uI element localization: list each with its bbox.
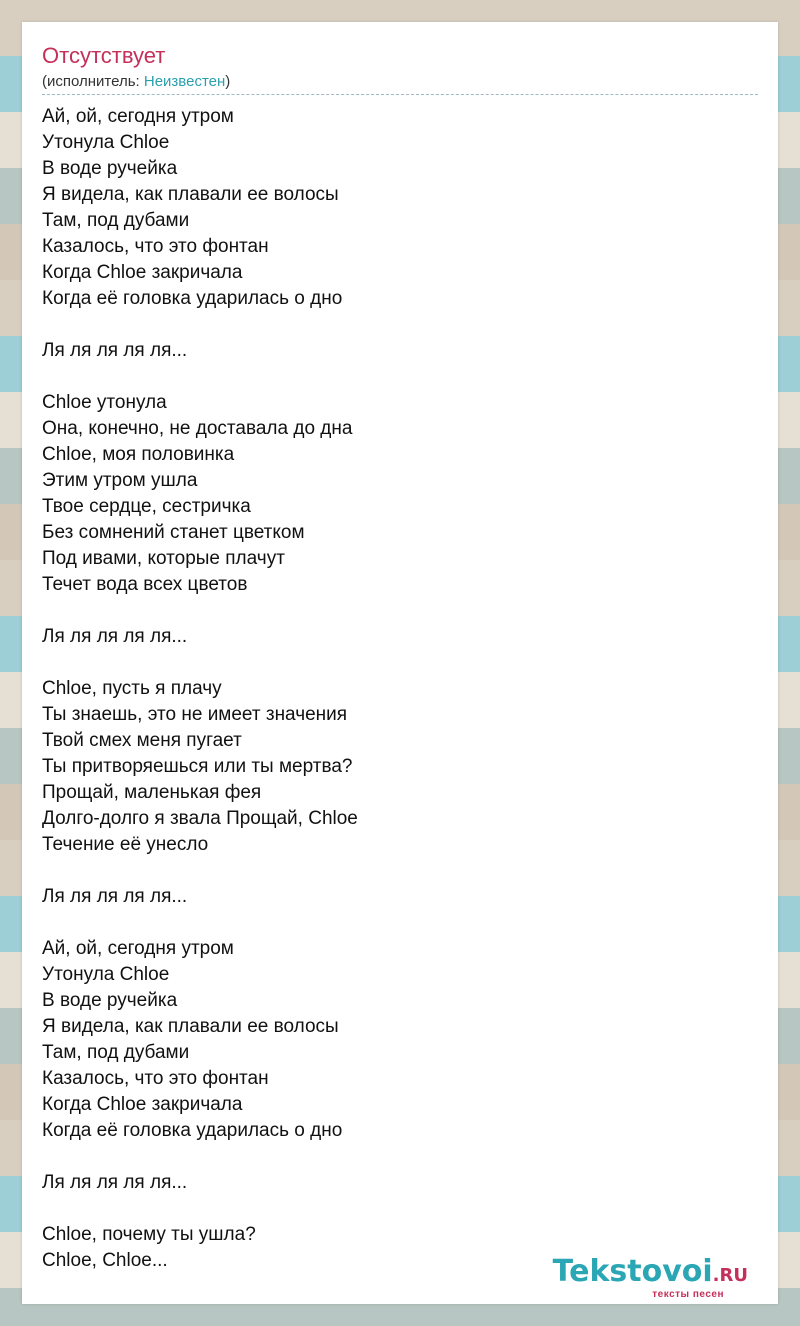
lyric-line: Ля ля ля ля ля... [42, 1172, 188, 1193]
lyric-line: Твой смех меня пугает [42, 730, 242, 751]
lyric-line: Ай, ой, сегодня утром [42, 938, 234, 959]
song-title: Отсутствует [42, 43, 166, 68]
blank-line [42, 312, 758, 338]
lyric-line: Прощай, маленькая фея [42, 782, 262, 803]
lyric-line: Когда её головка ударилась о дно [42, 288, 343, 309]
lyric-line: Течение её унесло [42, 834, 209, 855]
lyric-line: Утонула Chloe [42, 132, 170, 153]
lyric-line: Когда её головка ударилась о дно [42, 1120, 343, 1141]
blank-line [42, 1144, 758, 1170]
lyric-line: Этим утром ушла [42, 470, 198, 491]
lyric-line: Твое сердце, сестричка [42, 496, 251, 517]
lyric-line: Chloe, пусть я плачу [42, 678, 222, 699]
artist-line [42, 72, 758, 95]
lyric-line: Chloe утонула [42, 392, 167, 413]
artist-suffix: ) [225, 73, 231, 90]
lyric-line: Казалось, что это фонтан [42, 1068, 269, 1089]
blank-line [42, 598, 758, 624]
lyric-line: Chloe, почему ты ушла? [42, 1224, 256, 1245]
lyric-line: В воде ручейка [42, 158, 178, 179]
lyric-line: Ля ля ля ля ля... [42, 340, 188, 361]
lyric-line: Chloe, Chloe... [42, 1250, 168, 1271]
lyric-line: В воде ручейка [42, 990, 178, 1011]
blank-line [42, 1196, 758, 1222]
lyric-line: Я видела, как плавали ее волосы [42, 1016, 339, 1037]
artist-link[interactable]: Неизвестен [143, 73, 226, 90]
lyric-line: Ты притворяешься или ты мертва? [42, 756, 353, 777]
lyric-line: Ай, ой, сегодня утром [42, 106, 234, 127]
lyrics-body [42, 104, 758, 1274]
site-logo[interactable] [553, 1255, 748, 1300]
logo-tagline: тексты песен [652, 1289, 724, 1300]
blank-line [42, 858, 758, 884]
lyric-line: Там, под дубами [42, 210, 190, 231]
logo-tld: .RU [712, 1265, 748, 1286]
logo-main-text: Tekstovoi [552, 1254, 713, 1289]
lyric-line: Я видела, как плавали ее волосы [42, 184, 339, 205]
blank-line [42, 364, 758, 390]
lyric-line: Она, конечно, не доставала до дна [42, 418, 353, 439]
lyric-line: Ля ля ля ля ля... [42, 886, 188, 907]
blank-line [42, 910, 758, 936]
lyric-line: Под ивами, которые плачут [42, 548, 285, 569]
lyric-line: Ля ля ля ля ля... [42, 626, 188, 647]
lyric-line: Там, под дубами [42, 1042, 190, 1063]
lyric-line: Когда Chloe закричала [42, 1094, 243, 1115]
lyrics-card [22, 22, 778, 1304]
lyric-line: Без сомнений станет цветком [42, 522, 305, 543]
lyric-line: Долго-долго я звала Прощай, Chloe [42, 808, 358, 829]
lyric-line: Ты знаешь, это не имеет значения [42, 704, 348, 725]
lyric-line: Течет вода всех цветов [42, 574, 248, 595]
blank-line [42, 650, 758, 676]
artist-prefix: (исполнитель: [42, 73, 144, 90]
lyric-line: Казалось, что это фонтан [42, 236, 269, 257]
lyric-line: Chloe, моя половинка [42, 444, 235, 465]
lyric-line: Когда Chloe закричала [42, 262, 243, 283]
lyric-line: Утонула Chloe [42, 964, 170, 985]
